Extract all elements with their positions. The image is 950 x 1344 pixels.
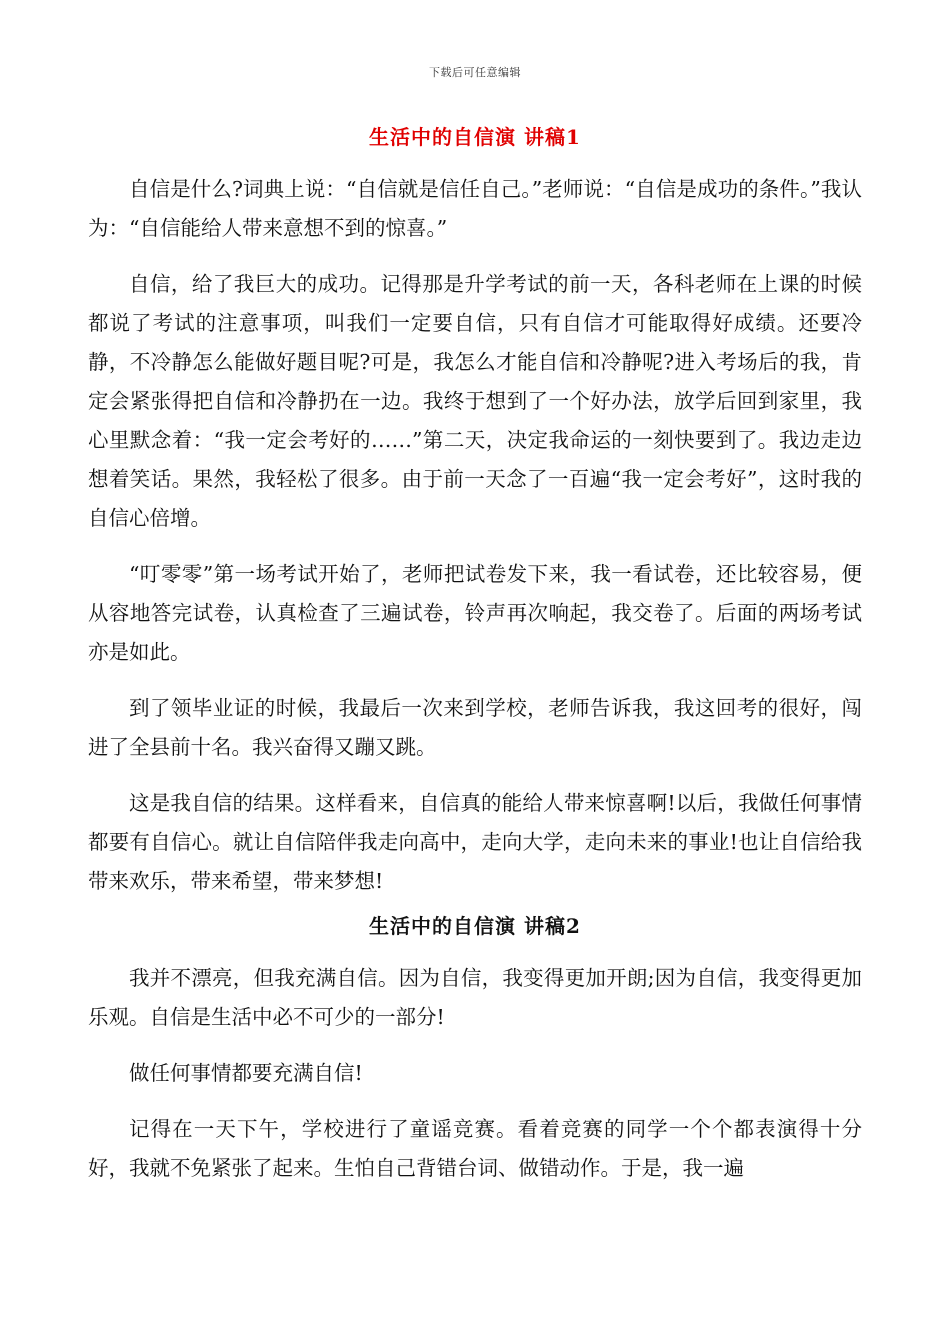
speech-2-paragraph-2: 做任何事情都要充满自信! — [129, 1061, 363, 1085]
speech-1-paragraph-5: 这是我自信的结果。这样看来，自信真的能给人带来惊喜啊!以后，我做任何事情都要有自信心。就让自信陪伴我走向高中，走向大学，走向未来的事业!也让自信给我带来欢乐，带来希望，带来梦想! — [88, 791, 862, 893]
speech-2-title: 生活中的自信演 讲稿2 — [369, 914, 581, 938]
speech-1-title: 生活中的自信演 讲稿1 — [369, 125, 581, 149]
speech-2-paragraph-1: 我并不漂亮，但我充满自信。因为自信，我变得更加开朗;因为自信，我变得更加乐观。自信是生活中必不可少的一部分! — [88, 966, 862, 1029]
speech-1-paragraph-4: 到了领毕业证的时候，我最后一次来到学校，老师告诉我，我这回考的很好，闯进了全县前十名。我兴奋得又蹦又跳。 — [88, 696, 862, 759]
speech-1-paragraph-3: “叮零零”第一场考试开始了，老师把试卷发下来，我一看试卷，还比较容易，便从容地答完试卷，认真检查了三遍试卷，铃声再次响起，我交卷了。后面的两场考试亦是如此。 — [88, 562, 862, 664]
speech-1-paragraph-1: 自信是什么?词典上说：“自信就是信任自己。”老师说：“自信是成功的条件。”我认为：“自信能给人带来意想不到的惊喜。” — [88, 177, 862, 240]
speech-2-paragraph-3: 记得在一天下午，学校进行了童谣竞赛。看着竞赛的同学一个个都表演得十分好，我就不免紧张了起来。生怕自己背错台词、做错动作。于是，我一遍 — [88, 1117, 862, 1180]
speech-1-paragraph-2: 自信，给了我巨大的成功。记得那是升学考试的前一天，各科老师在上课的时候都说了考试的注意事项，叫我们一定要自信，只有自信才可能取得好成绩。还要冷静，不冷静怎么能做好题目呢?可是，我怎么才能自信和冷静呢?进入考场后的我，肯定会紧张得把自信和冷静扔在一边。我终于想到了一个好办法，放学后回到家里，我心里默念着：“我一定会考好的……”第二天，决定我命运的一刻快要到了。我边走边想着笑话。果然，我轻松了很多。由于前一天念了一百遍“我一定会考好”，这时我的自信心倍增。 — [88, 272, 862, 530]
document-body — [88, 118, 862, 1188]
header-note: 下载后可任意编辑 — [429, 66, 521, 79]
